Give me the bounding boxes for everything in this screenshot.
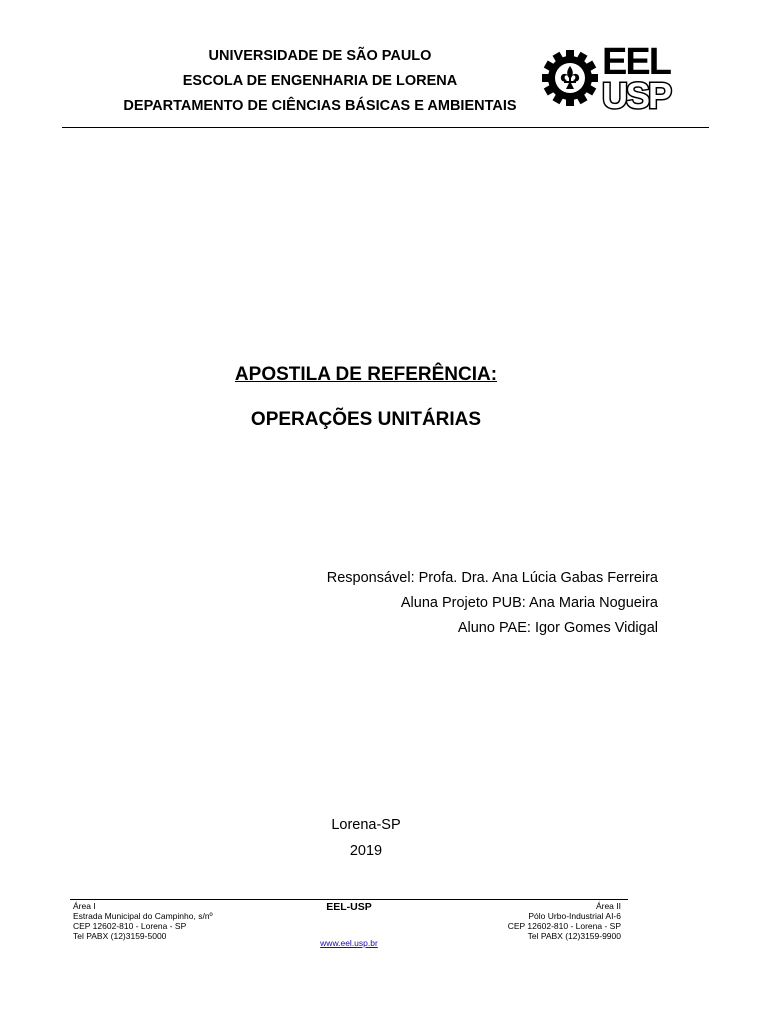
logo-eel-text: EEL — [602, 41, 670, 83]
city: Lorena-SP — [331, 817, 401, 833]
credit-pae-student: Aluno PAE: Igor Gomes Vidigal — [457, 620, 658, 636]
credits-block — [327, 566, 658, 641]
institution-header — [100, 44, 540, 119]
credit-pub-student: Aluna Projeto PUB: Ana Maria Nogueira — [400, 595, 658, 611]
place-year-block — [0, 812, 732, 864]
gear-icon — [542, 50, 598, 106]
footer-right-line: Área II — [595, 901, 621, 911]
footer-area-2 — [508, 901, 621, 941]
footer-left-line: CEP 12602-810 - Lorena - SP — [73, 921, 187, 931]
credit-responsible: Responsável: Profa. Dra. Ana Lúcia Gabas Ferreira — [326, 570, 658, 586]
department-name: DEPARTAMENTO DE CIÊNCIAS BÁSICAS E AMBIENTAIS — [123, 98, 517, 114]
footer-divider — [70, 899, 628, 900]
website-link[interactable]: www.eel.usp.br — [320, 938, 378, 948]
footer-right-line: CEP 12602-810 - Lorena - SP — [507, 921, 621, 931]
footer-left-line: Tel PABX (12)3159-5000 — [73, 931, 167, 941]
school-name: ESCOLA DE ENGENHARIA DE LORENA — [182, 73, 458, 89]
footer-right-line: Pólo Urbo-Industrial AI-6 — [528, 911, 621, 921]
footer-right-line: Tel PABX (12)3159-9900 — [527, 931, 621, 941]
university-name: UNIVERSIDADE DE SÃO PAULO — [208, 48, 432, 64]
year: 2019 — [349, 843, 383, 859]
document-subtitle: OPERAÇÕES UNITÁRIAS — [250, 409, 482, 430]
header-divider — [62, 127, 709, 128]
footer-institution: EEL-USP — [326, 901, 372, 913]
document-title: APOSTILA DE REFERÊNCIA: — [234, 364, 498, 385]
footer-area-1 — [73, 901, 213, 941]
logo-usp-text: USP — [602, 75, 671, 114]
footer-left-line: Área I — [73, 901, 96, 911]
eel-usp-logo — [540, 38, 690, 114]
footer-left-line: Estrada Municipal do Campinho, s/nº — [73, 911, 213, 921]
